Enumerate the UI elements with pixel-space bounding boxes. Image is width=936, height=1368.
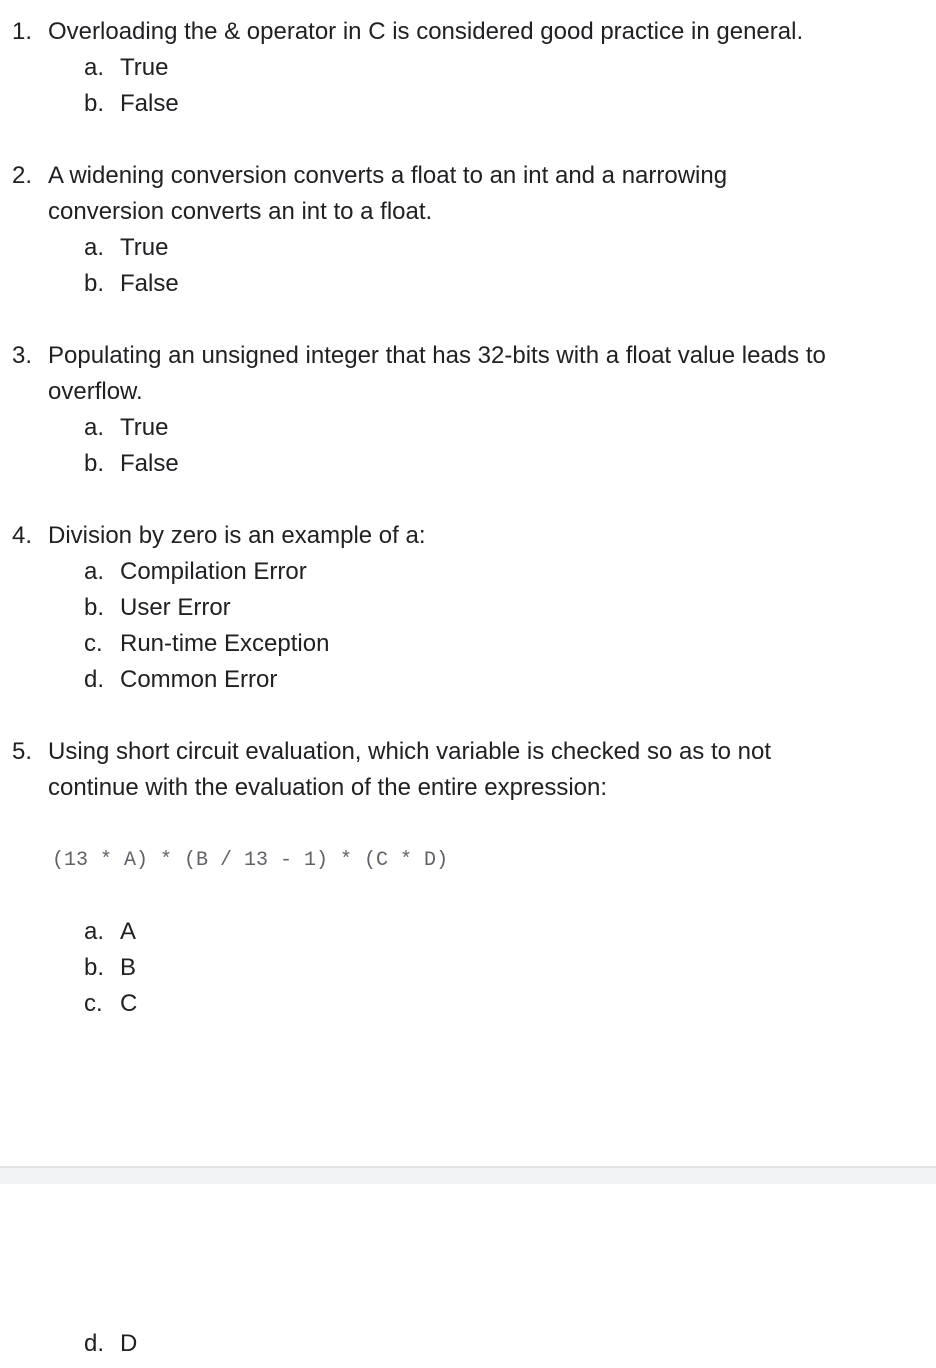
option-text: True bbox=[120, 414, 169, 441]
option-text: C bbox=[120, 990, 138, 1017]
option-letter: a. bbox=[84, 414, 105, 441]
question-text: conversion converts an int to a float. bbox=[48, 198, 433, 225]
option-letter: a. bbox=[84, 54, 105, 81]
option-text: D bbox=[120, 1330, 138, 1357]
option-text: B bbox=[120, 954, 137, 981]
question-text: Overloading the & operator in C is considered good practice in general. bbox=[48, 18, 804, 45]
page-break-divider bbox=[0, 1166, 936, 1184]
question-number: 3. bbox=[12, 342, 33, 369]
option-text: A bbox=[120, 918, 137, 945]
option-letter: d. bbox=[84, 1330, 105, 1357]
option-letter: b. bbox=[84, 450, 105, 477]
question-number: 1. bbox=[12, 18, 33, 45]
option-text: True bbox=[120, 234, 169, 261]
option-letter: c. bbox=[84, 630, 103, 657]
option-letter: c. bbox=[84, 990, 103, 1017]
code-expression: (13 * A) * (B / 13 - 1) * (C * D) bbox=[52, 849, 449, 872]
option-letter: a. bbox=[84, 558, 105, 585]
option-text: False bbox=[120, 90, 179, 117]
question-text: Division by zero is an example of a: bbox=[48, 522, 426, 549]
question-text: Populating an unsigned integer that has 32-bits with a float value leads to bbox=[48, 342, 826, 369]
option-text: Common Error bbox=[120, 666, 278, 693]
option-text: False bbox=[120, 450, 179, 477]
question-number: 4. bbox=[12, 522, 33, 549]
question-number: 5. bbox=[12, 738, 33, 765]
option-text: True bbox=[120, 54, 169, 81]
option-letter: b. bbox=[84, 270, 105, 297]
question-text: continue with the evaluation of the entire expression: bbox=[48, 774, 608, 801]
option-text: Run-time Exception bbox=[120, 630, 330, 657]
option-letter: a. bbox=[84, 234, 105, 261]
option-text: Compilation Error bbox=[120, 558, 307, 585]
option-text: False bbox=[120, 270, 179, 297]
question-text: overflow. bbox=[48, 378, 143, 405]
option-letter: a. bbox=[84, 918, 105, 945]
question-text: Using short circuit evaluation, which variable is checked so as to not bbox=[48, 738, 772, 765]
option-letter: b. bbox=[84, 594, 105, 621]
option-text: User Error bbox=[120, 594, 231, 621]
question-number: 2. bbox=[12, 162, 33, 189]
option-letter: d. bbox=[84, 666, 105, 693]
option-letter: b. bbox=[84, 90, 105, 117]
question-text: A widening conversion converts a float to an int and a narrowing bbox=[48, 162, 728, 189]
option-letter: b. bbox=[84, 954, 105, 981]
